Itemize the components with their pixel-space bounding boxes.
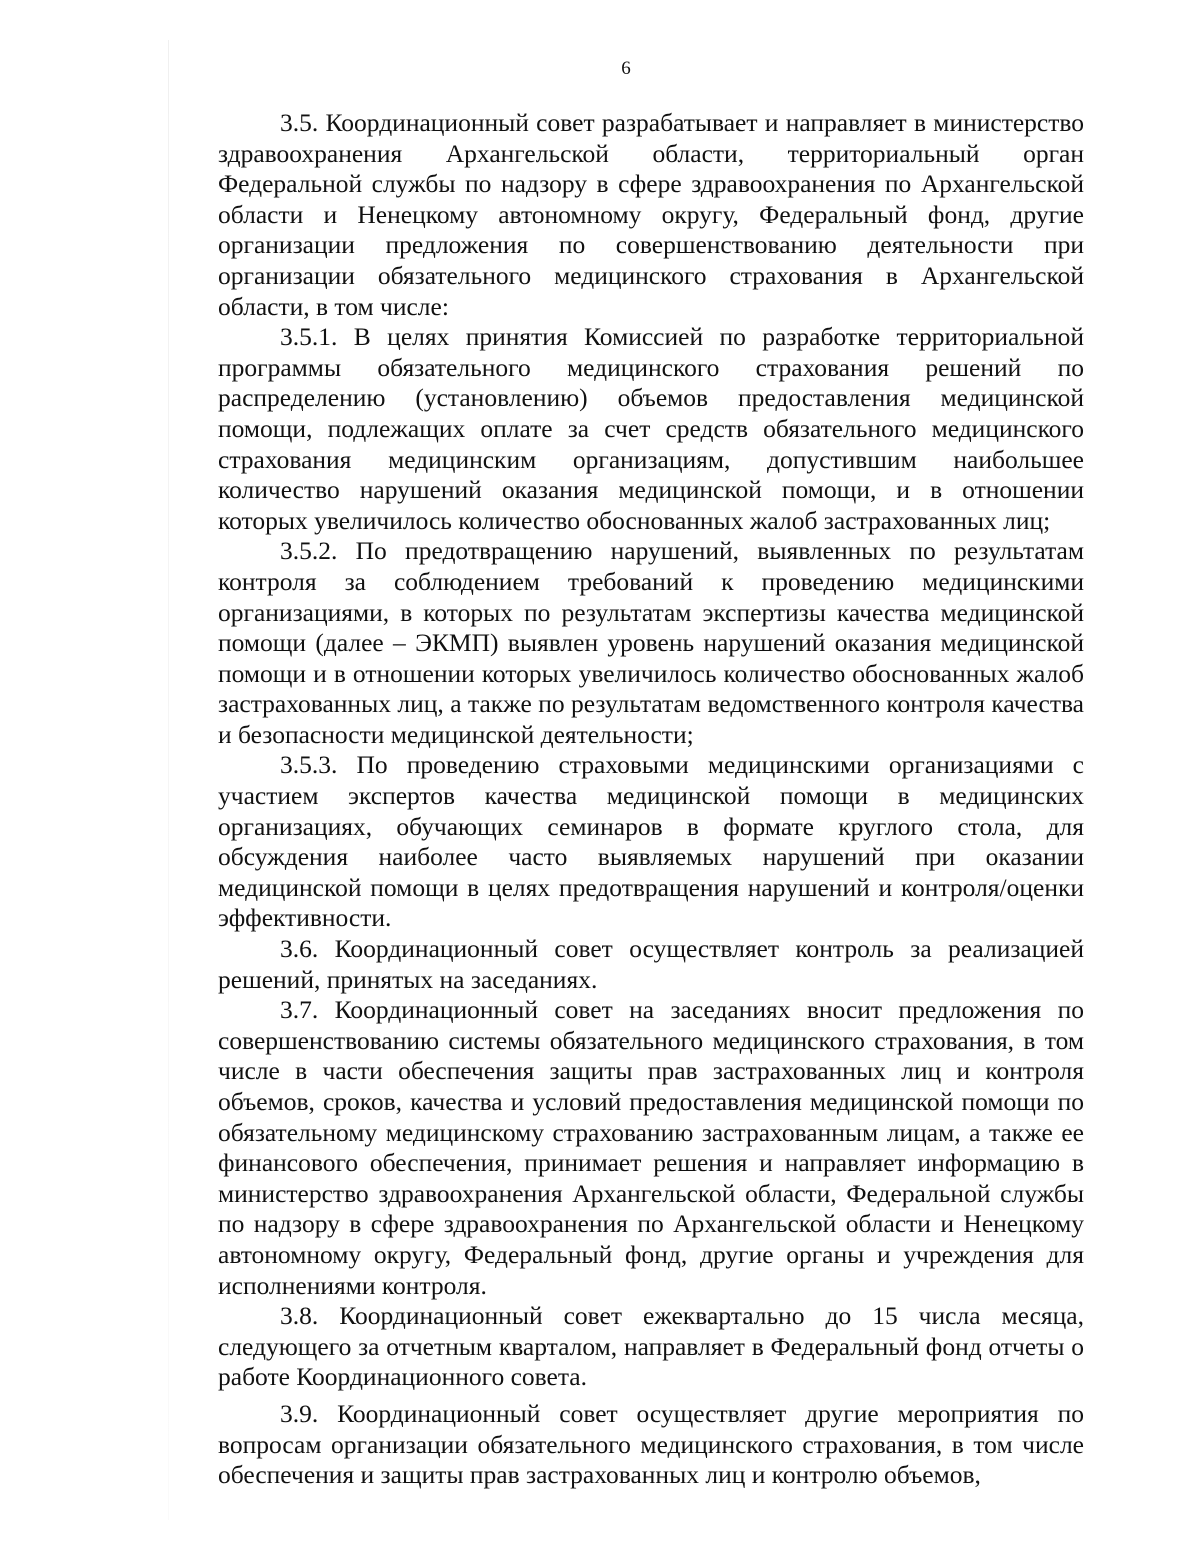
paragraph-3-5: 3.5. Координационный совет разрабатывает и направляет в министерство здравоохранения Архангельской области, территориальный орган Федеральной службы по надзору в сфере здравоохранения по Архангельской области и Ненецкому автономному округу, Федеральный фонд, другие организации предложения по совершенствованию деятельности при организации обязательного медицинского страхования в Архангельской области, в том числе: bbox=[218, 108, 1084, 321]
paragraph-3-5-1: 3.5.1. В целях принятия Комиссией по разработке территориальной программы обязательного медицинского страхования решений по распределению (установлению) объемов предоставления медицинской помощи, подлежащих оплате за счет средств обязательного медицинского страхования медицинским организациям, допустившим наибольшее количество нарушений оказания медицинской помощи, и в отношении которых увеличилось количество обоснованных жалоб застрахованных лиц; bbox=[218, 322, 1084, 535]
paragraph-3-7: 3.7. Координационный совет на заседаниях вносит предложения по совершенствованию системы обязательного медицинского страхования, в том числе в части обеспечения защиты прав застрахованных лиц и контроля объемов, сроков, качества и условий предоставления медицинской помощи по обязательному медицинскому страхованию застрахованным лицам, а также ее финансового обеспечения, принимает решения и направляет информацию в министерство здравоохранения Архангельской области, Федеральной службы по надзору в сфере здравоохранения по Архангельской области и Ненецкому автономному округу, Федеральный фонд, другие органы и учреждения для исполнениями контроля. bbox=[218, 995, 1084, 1300]
paragraph-3-8: 3.8. Координационный совет ежеквартально до 15 числа месяца, следующего за отчетным кварталом, направляет в Федеральный фонд отчеты о работе Координационного совета. bbox=[218, 1301, 1084, 1392]
paragraph-3-5-3: 3.5.3. По проведению страховыми медицинскими организациями с участием экспертов качества медицинской помощи в медицинских организациях, обучающих семинаров в формате круглого стола, для обсуждения наиболее часто выявляемых нарушений при оказании медицинской помощи в целях предотвращения нарушений и контроля/оценки эффективности. bbox=[218, 750, 1084, 933]
scan-edge-mark bbox=[168, 40, 169, 1520]
paragraph-3-9: 3.9. Координационный совет осуществляет другие мероприятия по вопросам организации обязательного медицинского страхования, в том числе обеспечения и защиты прав застрахованных лиц и контролю объемов, bbox=[218, 1398, 1084, 1490]
document-body bbox=[218, 108, 1084, 1491]
page-number: 6 bbox=[621, 58, 631, 79]
paragraph-3-5-2: 3.5.2. По предотвращению нарушений, выявленных по результатам контроля за соблюдением требований к проведению медицинскими организациями, в которых по результатам экспертизы качества медицинской помощи (далее – ЭКМП) выявлен уровень нарушений оказания медицинской помощи и в отношении которых увеличилось количество обоснованных жалоб застрахованных лиц, а также по результатам ведомственного контроля качества и безопасности медицинской деятельности; bbox=[218, 536, 1084, 749]
paragraph-3-6: 3.6. Координационный совет осуществляет контроль за реализацией решений, принятых на заседаниях. bbox=[218, 934, 1084, 994]
